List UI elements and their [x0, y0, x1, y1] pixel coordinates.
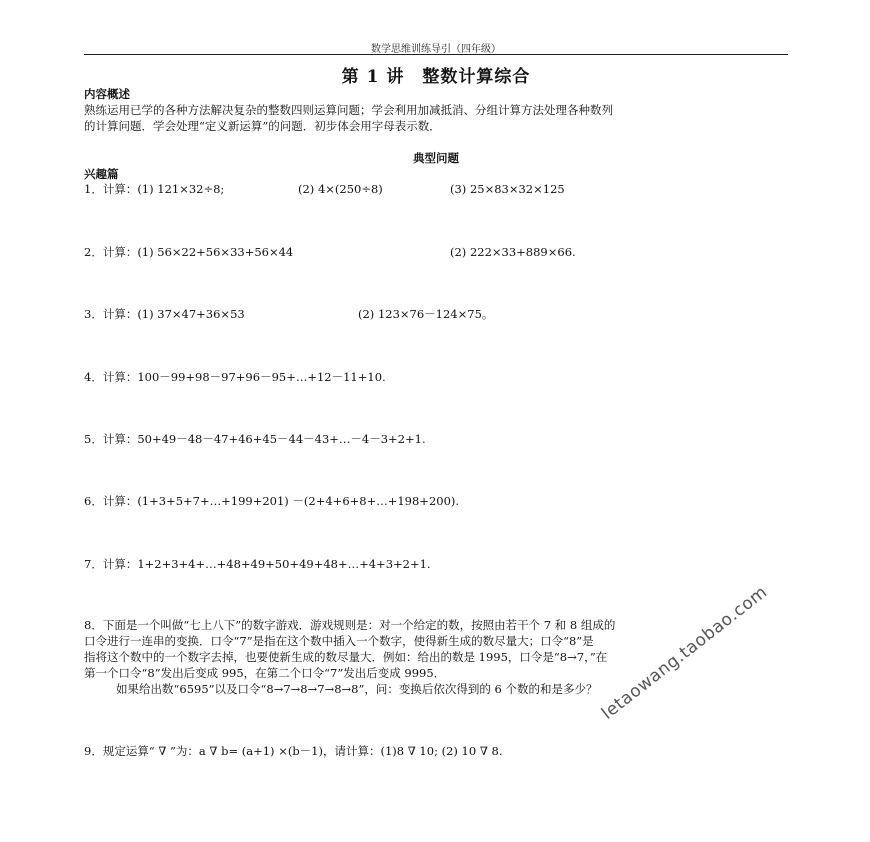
- problem-6: 6．计算：(1+3+5+7+…+199+201) －(2+4+6+8+…+198+200).: [84, 494, 460, 508]
- problem-8-line-5: 如果给出数“6595”以及口令“8→7→8→7→8→8”，问：变换后依次得到的 6 个数的和是多少？: [116, 682, 598, 696]
- problem-8-line-1: 8．下面是一个叫做“七上八下”的数字游戏．游戏规则是：对一个给定的数，按照由若干个 7 和 8 组成的: [84, 618, 616, 632]
- overview-line-2: 的计算问题．学会处理“定义新运算”的问题．初步体会用字母表示数．: [84, 119, 441, 133]
- running-header: 数学思维训练导引（四年级）: [371, 44, 501, 55]
- interest-section-label: 兴趣篇: [84, 167, 119, 181]
- header-rule: [84, 54, 788, 55]
- lecture-title: 第 1 讲 整数计算综合: [341, 67, 531, 87]
- problem-1-part-2: (2) 4×(250÷8): [298, 182, 383, 196]
- overview-label: 内容概述: [84, 87, 130, 101]
- problem-2-part-1: 2．计算：(1) 56×22+56×33+56×44: [84, 245, 294, 259]
- problem-1-part-3: (3) 25×83×32×125: [450, 182, 565, 196]
- overview-line-1: 熟练运用已学的各种方法解决复杂的整数四则运算问题；学会利用加减抵消、分组计算方法处理各种数列: [84, 103, 613, 117]
- problem-7: 7．计算：1+2+3+4+…+48+49+50+49+48+…+4+3+2+1.: [84, 557, 431, 571]
- problem-8-line-4: 第一个口令“8”发出后变成 995，在第二个口令“7”发出后变成 9995．: [84, 666, 446, 680]
- typical-problems-label: 典型问题: [413, 151, 459, 165]
- problem-2-part-2: (2) 222×33+889×66.: [450, 245, 576, 259]
- problem-8-line-2: 口令进行一连串的变换．口令“7”是指在这个数中插入一个数字，使得新生成的数尽量大；口令“8”是: [84, 634, 594, 648]
- problem-8-line-3: 指将这个数中的一个数字去掉，也要使新生成的数尽量大．例如：给出的数是 1995，口令是“8→7，”在: [84, 650, 608, 664]
- problem-1-part-1: 1．计算：(1) 121×32÷8;: [84, 182, 225, 196]
- watermark-text: letaowang.taobao.com: [598, 582, 772, 724]
- problem-3-part-2: (2) 123×76－124×75。: [358, 307, 494, 321]
- problem-9: 9．规定运算“ ∇ ”为：a ∇ b= (a+1) ×(b－1)，请计算：(1)8 ∇ 10; (2) 10 ∇ 8.: [84, 744, 503, 758]
- problem-4: 4．计算：100－99+98－97+96－95+…+12－11+10.: [84, 370, 386, 384]
- problem-3-part-1: 3．计算：(1) 37×47+36×53: [84, 307, 245, 321]
- problem-5: 5．计算：50+49－48－47+46+45－44－43+…－4－3+2+1.: [84, 432, 426, 446]
